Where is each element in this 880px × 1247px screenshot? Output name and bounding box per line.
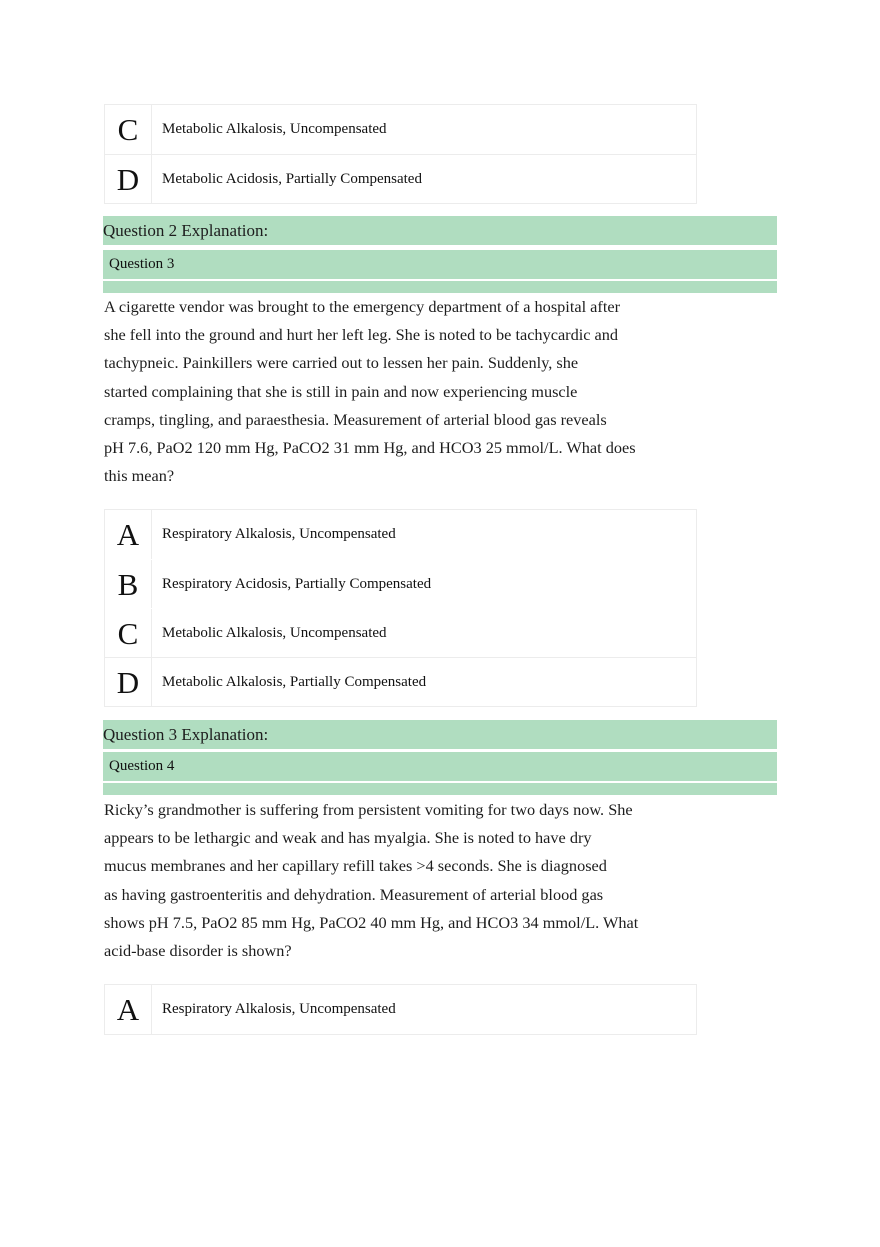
q3-heading-divider bbox=[103, 279, 777, 293]
q3-line: tachypneic. Painkillers were carried out to lessen her pain. Suddenly, she bbox=[104, 353, 579, 373]
option-text: Metabolic Alkalosis, Partially Compensated bbox=[162, 673, 427, 690]
q3-heading: Question 3 bbox=[103, 248, 777, 279]
q4-line: as having gastroenteritis and dehydration. Measurement of arterial blood gas bbox=[104, 884, 604, 904]
q4-heading-divider bbox=[103, 781, 777, 795]
q3-line: this mean? bbox=[104, 466, 175, 486]
option-text: Metabolic Acidosis, Partially Compensated bbox=[162, 170, 422, 187]
q3-options-table bbox=[104, 509, 697, 707]
option-text: Metabolic Alkalosis, Uncompensated bbox=[162, 121, 387, 137]
q2-option-c[interactable] bbox=[105, 105, 696, 154]
q4-heading: Question 4 bbox=[103, 750, 777, 781]
q3-question-text bbox=[104, 293, 664, 490]
option-text: Respiratory Alkalosis, Uncompensated bbox=[162, 1001, 396, 1017]
option-text: Respiratory Acidosis, Partially Compensated bbox=[162, 575, 432, 592]
q4-option-a[interactable] bbox=[105, 985, 696, 1034]
q4-options-table bbox=[104, 984, 697, 1035]
q3-line: A cigarette vendor was brought to the emergency department of a hospital after bbox=[104, 297, 620, 316]
option-letter: A bbox=[105, 510, 152, 559]
q3-line: she fell into the ground and hurt her left leg. She is noted to be tachycardic and bbox=[104, 325, 619, 345]
q3-option-a[interactable] bbox=[105, 510, 696, 559]
q2-explanation: Question 2 Explanation: bbox=[103, 216, 777, 245]
option-letter: B bbox=[105, 560, 152, 608]
q2-options-table bbox=[104, 104, 697, 204]
q4-line: Ricky’s grandmother is suffering from persistent vomiting for two days now. She bbox=[104, 800, 633, 819]
option-letter: D bbox=[105, 658, 152, 706]
q4-line: mucus membranes and her capillary refill takes >4 seconds. She is diagnosed bbox=[104, 856, 607, 876]
q4-line: shows pH 7.5, PaO2 85 mm Hg, PaCO2 40 mm Hg, and HCO3 34 mmol/L. What bbox=[104, 912, 639, 932]
option-letter: A bbox=[105, 985, 152, 1034]
option-letter: C bbox=[105, 609, 152, 657]
q3-line: pH 7.6, PaO2 120 mm Hg, PaCO2 31 mm Hg, and HCO3 25 mmol/L. What does bbox=[104, 438, 636, 458]
q4-line: appears to be lethargic and weak and has myalgia. She is noted to have dry bbox=[104, 828, 592, 848]
q3-option-d[interactable] bbox=[105, 657, 696, 706]
q2-option-d[interactable] bbox=[105, 154, 696, 203]
option-text: Respiratory Alkalosis, Uncompensated bbox=[162, 526, 396, 542]
q4-line: acid-base disorder is shown? bbox=[104, 941, 292, 961]
option-letter: D bbox=[105, 155, 152, 203]
q4-question-text bbox=[104, 796, 664, 965]
q3-line: started complaining that she is still in pain and now experiencing muscle bbox=[104, 381, 578, 401]
q3-line: cramps, tingling, and paraesthesia. Measurement of arterial blood gas reveals bbox=[104, 409, 607, 429]
option-text: Metabolic Alkalosis, Uncompensated bbox=[162, 624, 387, 641]
option-letter: C bbox=[105, 105, 152, 154]
q3-option-c[interactable] bbox=[105, 608, 696, 657]
q3-option-b[interactable] bbox=[105, 559, 696, 608]
q3-explanation: Question 3 Explanation: bbox=[103, 720, 777, 749]
